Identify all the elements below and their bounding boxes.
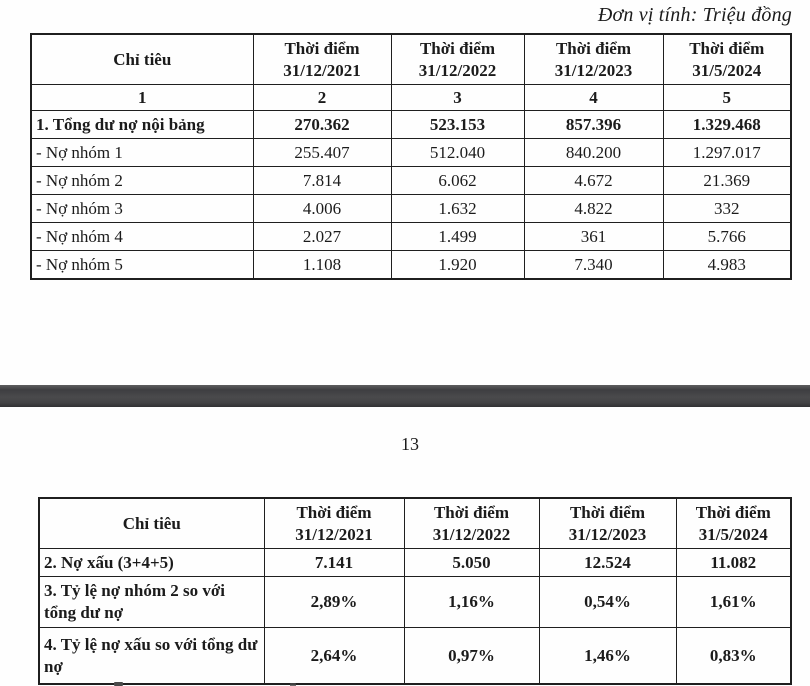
table-row-group-2 — [31, 167, 791, 195]
column-header-period — [391, 34, 524, 85]
column-header-criteria: Chỉ tiêu — [31, 34, 253, 85]
period-date: 31/12/2022 — [418, 60, 497, 80]
column-header-period — [524, 34, 663, 85]
column-header-period — [676, 498, 791, 549]
cell-value: 0,83% — [676, 628, 791, 685]
period-label: Thời điểm — [419, 38, 496, 58]
cell-value: 857.396 — [524, 111, 663, 139]
column-index: 5 — [663, 85, 791, 111]
period-date: 31/5/2024 — [692, 60, 762, 80]
cell-value: 5.766 — [663, 223, 791, 251]
cell-value: 4.983 — [663, 251, 791, 280]
bad-debt-ratio-table — [38, 497, 792, 685]
cell-value: 7.340 — [524, 251, 663, 280]
row-label: 1. Tổng dư nợ nội bảng — [31, 111, 253, 139]
row-label: 2. Nợ xấu (3+4+5) — [39, 549, 264, 577]
period-label: Thời điểm — [284, 38, 360, 58]
row-label: 3. Tỷ lệ nợ nhóm 2 so với tổng dư nợ — [39, 577, 264, 628]
cell-value: 6.062 — [391, 167, 524, 195]
column-index: 3 — [391, 85, 524, 111]
period-date: 31/12/2023 — [554, 60, 633, 80]
column-index: 1 — [31, 85, 253, 111]
column-index-row — [31, 85, 791, 111]
cell-value: 4.006 — [253, 195, 391, 223]
column-header-period — [404, 498, 539, 549]
table-row-bad-debt-ratio — [39, 628, 791, 685]
column-header-period — [539, 498, 676, 549]
cell-value: 5.050 — [404, 549, 539, 577]
cutoff-text-fragment — [114, 682, 123, 686]
cell-value: 1,61% — [676, 577, 791, 628]
cell-value: 7.814 — [253, 167, 391, 195]
period-label: Thời điểm — [433, 502, 510, 522]
cell-value: 1,46% — [539, 628, 676, 685]
row-label: - Nợ nhóm 5 — [31, 251, 253, 280]
column-header-period — [264, 498, 404, 549]
cell-value: 512.040 — [391, 139, 524, 167]
cell-value: 1.920 — [391, 251, 524, 280]
cell-value: 2,64% — [264, 628, 404, 685]
period-date: 31/5/2024 — [698, 524, 768, 544]
cell-value: 2.027 — [253, 223, 391, 251]
loan-balance-table — [30, 33, 792, 280]
cell-value: 12.524 — [539, 549, 676, 577]
unit-note: Đơn vị tính: Triệu đồng — [597, 4, 792, 26]
period-date: 31/12/2023 — [568, 524, 647, 544]
column-index: 4 — [524, 85, 663, 111]
cell-value: 1.297.017 — [663, 139, 791, 167]
cell-value: 1.108 — [253, 251, 391, 280]
page-number: 13 — [401, 434, 419, 454]
cell-value: 7.141 — [264, 549, 404, 577]
cell-value: 4.822 — [524, 195, 663, 223]
table-header-row — [31, 34, 791, 85]
cell-value: 361 — [524, 223, 663, 251]
table-row-group-4 — [31, 223, 791, 251]
row-label: - Nợ nhóm 2 — [31, 167, 253, 195]
cell-value: 2,89% — [264, 577, 404, 628]
cell-value: 840.200 — [524, 139, 663, 167]
cell-value: 11.082 — [676, 549, 791, 577]
table-header-row — [39, 498, 791, 549]
table-row-group-5 — [31, 251, 791, 280]
column-header-period — [663, 34, 791, 85]
table-row-total-balance — [31, 111, 791, 139]
cell-value: 1.499 — [391, 223, 524, 251]
cell-value: 523.153 — [391, 111, 524, 139]
cell-value: 4.672 — [524, 167, 663, 195]
period-label: Thời điểm — [569, 502, 646, 522]
cell-value: 21.369 — [663, 167, 791, 195]
row-label: 4. Tỷ lệ nợ xấu so với tổng dư nợ — [39, 628, 264, 685]
period-label: Thời điểm — [689, 38, 765, 58]
cell-value: 1.632 — [391, 195, 524, 223]
cell-value: 0,97% — [404, 628, 539, 685]
period-date: 31/12/2021 — [295, 524, 373, 544]
period-label: Thời điểm — [555, 38, 632, 58]
table-row-group-1 — [31, 139, 791, 167]
period-label: Thời điểm — [695, 502, 771, 522]
cell-value: 1,16% — [404, 577, 539, 628]
cell-value: 332 — [663, 195, 791, 223]
period-label: Thời điểm — [296, 502, 372, 522]
pdf-page-break-bar — [0, 385, 810, 407]
period-date: 31/12/2022 — [432, 524, 511, 544]
table-row-bad-debt — [39, 549, 791, 577]
period-date: 31/12/2021 — [283, 60, 361, 80]
row-label: - Nợ nhóm 3 — [31, 195, 253, 223]
cell-value: 1.329.468 — [663, 111, 791, 139]
cell-value: 270.362 — [253, 111, 391, 139]
cell-value: 255.407 — [253, 139, 391, 167]
table-row-group2-ratio — [39, 577, 791, 628]
row-label: - Nợ nhóm 1 — [31, 139, 253, 167]
column-index: 2 — [253, 85, 391, 111]
row-label: - Nợ nhóm 4 — [31, 223, 253, 251]
cell-value: 0,54% — [539, 577, 676, 628]
column-header-criteria: Chỉ tiêu — [39, 498, 264, 549]
column-header-period — [253, 34, 391, 85]
table-row-group-3 — [31, 195, 791, 223]
